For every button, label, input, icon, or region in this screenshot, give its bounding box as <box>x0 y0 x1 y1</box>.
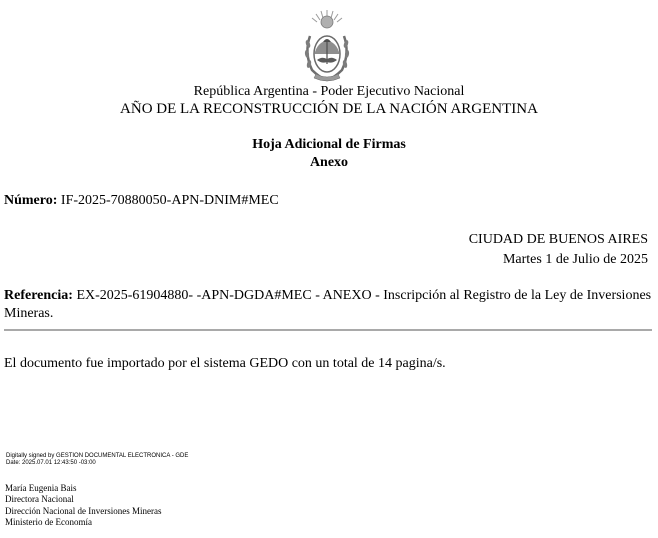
header-government-line: República Argentina - Poder Ejecutivo Nacional <box>193 84 465 99</box>
digital-signature-line: Digitally signed by GESTION DOCUMENTAL ELECTRONICA - GDE <box>6 453 189 459</box>
document-city: CIUDAD DE BUENOS AIRES <box>468 232 648 247</box>
coat-of-arms-icon <box>302 8 352 84</box>
document-reference <box>4 287 654 323</box>
signer-name: María Eugenia Bais <box>5 483 77 493</box>
document-subtitle: Anexo <box>309 155 349 170</box>
divider <box>4 329 652 331</box>
document-number-value: IF-2025-70880050-APN-DNIM#MEC <box>60 193 279 208</box>
document-title: Hoja Adicional de Firmas <box>252 137 406 152</box>
reference-label: Referencia: <box>4 288 73 303</box>
document-number <box>4 193 279 209</box>
signer-office: Dirección Nacional de Inversiones Mineras <box>5 506 162 516</box>
signer-position: Directora Nacional <box>5 494 74 504</box>
body-text: El documento fue importado por el sistema GEDO con un total de 14 pagina/s. <box>4 356 446 371</box>
reference-value: EX-2025-61904880- -APN-DGDA#MEC - ANEXO - Inscripción al Registro de la Ley de Inversiones Mineras. <box>4 288 652 321</box>
document-date: Martes 1 de Julio de 2025 <box>502 252 648 267</box>
header-year-motto: AÑO DE LA RECONSTRUCCIÓN DE LA NACIÓN ARGENTINA <box>120 101 538 117</box>
digital-signature-date: Date: 2025.07.01 12:43:50 -03:00 <box>6 460 96 466</box>
document-number-label: Número: <box>4 193 58 208</box>
signer-ministry: Ministerio de Economía <box>5 517 92 527</box>
